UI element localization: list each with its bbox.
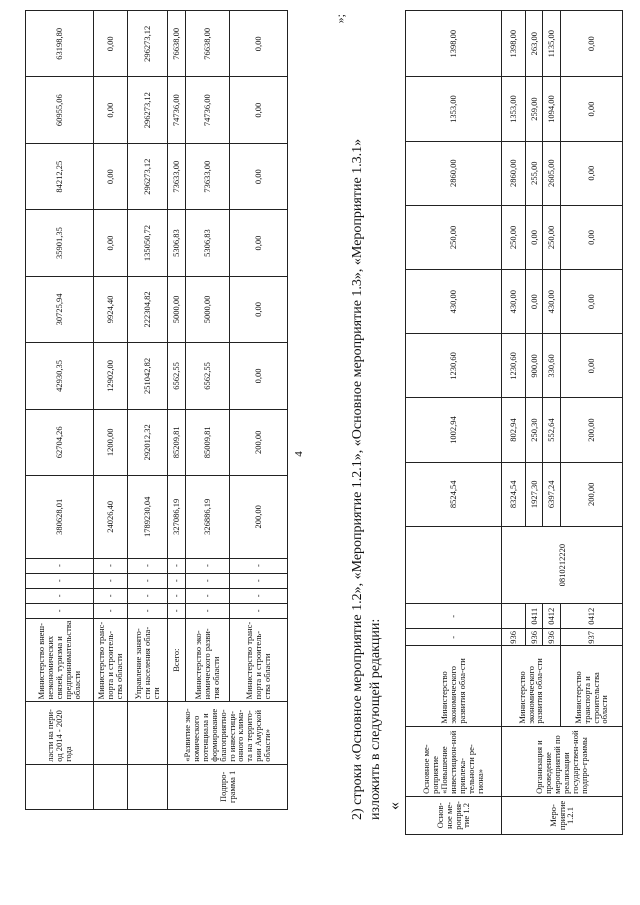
- cell: 0,00: [561, 141, 623, 205]
- cell: 327086,19: [168, 476, 186, 559]
- cell: 326886,19: [186, 476, 230, 559]
- cell: 0,00: [561, 334, 623, 398]
- cell: Министерство внеш-неэкономических связей, туризма и предпринимательства области: [26, 618, 94, 701]
- cell: -: [230, 603, 288, 618]
- cell: -: [26, 588, 94, 603]
- cell: 76638,00: [168, 11, 186, 78]
- cell: Подпро-грамма 1: [168, 764, 288, 809]
- cell: 0,00: [526, 270, 543, 334]
- cell: 85209,81: [168, 409, 186, 475]
- cell: Всего:: [168, 618, 186, 701]
- cell: ласти на пери-од 2014 - 2020 года: [26, 702, 94, 764]
- cell: -: [186, 603, 230, 618]
- cell: 0,00: [561, 270, 623, 334]
- cell: 250,00: [502, 205, 526, 269]
- cell: 330,60: [543, 334, 561, 398]
- cell: 76638,00: [186, 11, 230, 78]
- cell: Министерство экономического развития обла-сти: [502, 646, 561, 726]
- cell: Организация и проведение мероприятий по реализации государствен-ной подпро-граммы: [502, 726, 623, 796]
- cell: -: [94, 603, 128, 618]
- cell: 250,30: [526, 398, 543, 462]
- cell: [406, 526, 502, 603]
- cell: -: [168, 588, 186, 603]
- cell: -: [230, 588, 288, 603]
- cell: 936: [543, 629, 561, 646]
- cell: Меро-приятие 1.2.1: [502, 796, 623, 834]
- cell: 1002,94: [406, 398, 502, 462]
- amendment-line-1: 2) строки «Основное мероприятие 1.2», «Мероприятие 1.2.1», «Основное мероприятие 1.3», «Мероприятие 1.3.1»: [349, 138, 365, 820]
- cell: 250,00: [406, 205, 502, 269]
- cell: 6562,55: [186, 343, 230, 409]
- cell: -: [128, 603, 168, 618]
- table-row: [186, 11, 230, 810]
- opening-quote: «: [385, 802, 403, 810]
- cell: 0411: [526, 604, 543, 629]
- cell: 5306,83: [186, 210, 230, 276]
- cell: -: [26, 558, 94, 573]
- amendment-paragraph: [333, 0, 406, 820]
- cell: 259,00: [526, 77, 543, 141]
- cell: -: [94, 573, 128, 588]
- cell: 200,00: [561, 462, 623, 526]
- cell: Министерство экономического развития обла-сти: [406, 646, 502, 726]
- cell: 430,00: [406, 270, 502, 334]
- cell: 0810212220: [502, 526, 623, 603]
- cell: Основное ме-роприятие «Повышение инвестицион-ной привлека-тельности ре-гиона»: [406, 726, 502, 796]
- table-row: [561, 11, 623, 835]
- cell: -: [406, 629, 502, 646]
- cell: 2605,00: [543, 141, 561, 205]
- cell: 430,00: [502, 270, 526, 334]
- table-row: [502, 11, 526, 835]
- amendment-line-2: изложить в следующей редакции:: [367, 618, 383, 820]
- cell: 84212,25: [26, 143, 94, 209]
- cell: 60955,06: [26, 77, 94, 143]
- cell: 0412: [561, 604, 623, 629]
- cell: 8524,54: [406, 462, 502, 526]
- cell: 5306,83: [168, 210, 186, 276]
- table-row: [128, 11, 168, 810]
- cell: 296273,12: [128, 11, 168, 78]
- cell: -: [230, 573, 288, 588]
- cell: 937: [561, 629, 623, 646]
- cell: -: [128, 573, 168, 588]
- cell: «Развитие эко-номического потенциала и формирование благоприятно-го инвестици-онного клима-та на террито-рии Амурской области»: [168, 702, 288, 764]
- cell: 1353,00: [502, 77, 526, 141]
- cell: -: [168, 573, 186, 588]
- table-row: [230, 11, 288, 810]
- cell: 9924,40: [94, 276, 128, 342]
- table-row: [94, 11, 128, 810]
- cell: 1135,00: [543, 11, 561, 77]
- cell: 74736,00: [168, 77, 186, 143]
- cell: 0,00: [230, 11, 288, 78]
- cell: 0,00: [230, 143, 288, 209]
- cell: 222304,82: [128, 276, 168, 342]
- cell: [94, 702, 128, 764]
- cell: 936: [526, 629, 543, 646]
- cell: 85009,81: [186, 409, 230, 475]
- page-number: 4: [292, 451, 305, 457]
- cell: 6562,55: [168, 343, 186, 409]
- cell: 35901,35: [26, 210, 94, 276]
- cell: 73633,00: [168, 143, 186, 209]
- cell: 0,00: [230, 210, 288, 276]
- closing-quote: »;: [333, 14, 347, 24]
- cell: 2860,00: [502, 141, 526, 205]
- cell: -: [94, 558, 128, 573]
- cell: 63198,80: [26, 11, 94, 78]
- cell: 0,00: [94, 11, 128, 78]
- cell: 0,00: [561, 205, 623, 269]
- cell: -: [168, 603, 186, 618]
- cell: 0,00: [94, 77, 128, 143]
- table-row: [168, 11, 186, 810]
- cell: 1398,00: [502, 11, 526, 77]
- cell: 1789230,04: [128, 476, 168, 559]
- cell: 0412: [543, 604, 561, 629]
- cell: Министерство транспорта и строительства области: [561, 646, 623, 726]
- funding-table-bottom: [405, 10, 623, 835]
- cell: 62704,26: [26, 409, 94, 475]
- cell: 255,00: [526, 141, 543, 205]
- cell: 5000,00: [168, 276, 186, 342]
- cell: 73633,00: [186, 143, 230, 209]
- cell: 135050,72: [128, 210, 168, 276]
- cell: 74736,00: [186, 77, 230, 143]
- cell: [502, 604, 526, 629]
- cell: -: [128, 558, 168, 573]
- cell: 900,00: [526, 334, 543, 398]
- cell: 42930,35: [26, 343, 94, 409]
- cell: 936: [502, 629, 526, 646]
- cell: -: [186, 573, 230, 588]
- cell: Министерство эко-номического разви-тия области: [186, 618, 230, 701]
- cell: 296273,12: [128, 143, 168, 209]
- cell: 250,00: [543, 205, 561, 269]
- cell: -: [128, 588, 168, 603]
- cell: 30725,94: [26, 276, 94, 342]
- cell: 24026,40: [94, 476, 128, 559]
- cell: 1927,30: [526, 462, 543, 526]
- cell: 0,00: [230, 77, 288, 143]
- cell: Управление занято-сти населения обла-сти: [128, 618, 168, 701]
- cell: 200,00: [561, 398, 623, 462]
- cell: 0,00: [94, 143, 128, 209]
- cell: 430,00: [543, 270, 561, 334]
- cell: 1230,60: [406, 334, 502, 398]
- cell: 0,00: [561, 11, 623, 77]
- table-row: [26, 11, 94, 810]
- cell: 1230,60: [502, 334, 526, 398]
- cell: 2860,00: [406, 141, 502, 205]
- cell: 0,00: [94, 210, 128, 276]
- cell: Основ-ное ме-роприя-тие 1.2: [406, 796, 502, 834]
- cell: 6397,24: [543, 462, 561, 526]
- cell: [26, 764, 94, 809]
- cell: [128, 764, 168, 809]
- cell: -: [26, 603, 94, 618]
- cell: 0,00: [526, 205, 543, 269]
- cell: 8324,54: [502, 462, 526, 526]
- cell: 380628,01: [26, 476, 94, 559]
- cell: -: [186, 588, 230, 603]
- cell: 1353,00: [406, 77, 502, 141]
- cell: -: [230, 558, 288, 573]
- cell: -: [94, 588, 128, 603]
- cell: 0,00: [230, 343, 288, 409]
- cell: 296273,12: [128, 77, 168, 143]
- cell: [128, 702, 168, 764]
- cell: Министерство транс-порта и строитель-ства области: [94, 618, 128, 701]
- cell: 251042,82: [128, 343, 168, 409]
- table-row: [406, 11, 502, 835]
- cell: -: [168, 558, 186, 573]
- cell: Министерство транс-порта и строитель-ства области: [230, 618, 288, 701]
- cell: 1398,00: [406, 11, 502, 77]
- cell: 0,00: [230, 276, 288, 342]
- cell: 5000,00: [186, 276, 230, 342]
- cell: 1200,00: [94, 409, 128, 475]
- cell: -: [406, 604, 502, 629]
- cell: [94, 764, 128, 809]
- cell: 292012,32: [128, 409, 168, 475]
- cell: 263,00: [526, 11, 543, 77]
- cell: 12902,00: [94, 343, 128, 409]
- cell: 0,00: [561, 77, 623, 141]
- cell: 200,00: [230, 476, 288, 559]
- cell: 1094,00: [543, 77, 561, 141]
- cell: -: [26, 573, 94, 588]
- cell: 802,94: [502, 398, 526, 462]
- cell: 200,00: [230, 409, 288, 475]
- cell: -: [186, 558, 230, 573]
- cell: 552,64: [543, 398, 561, 462]
- funding-table-top: [25, 10, 288, 810]
